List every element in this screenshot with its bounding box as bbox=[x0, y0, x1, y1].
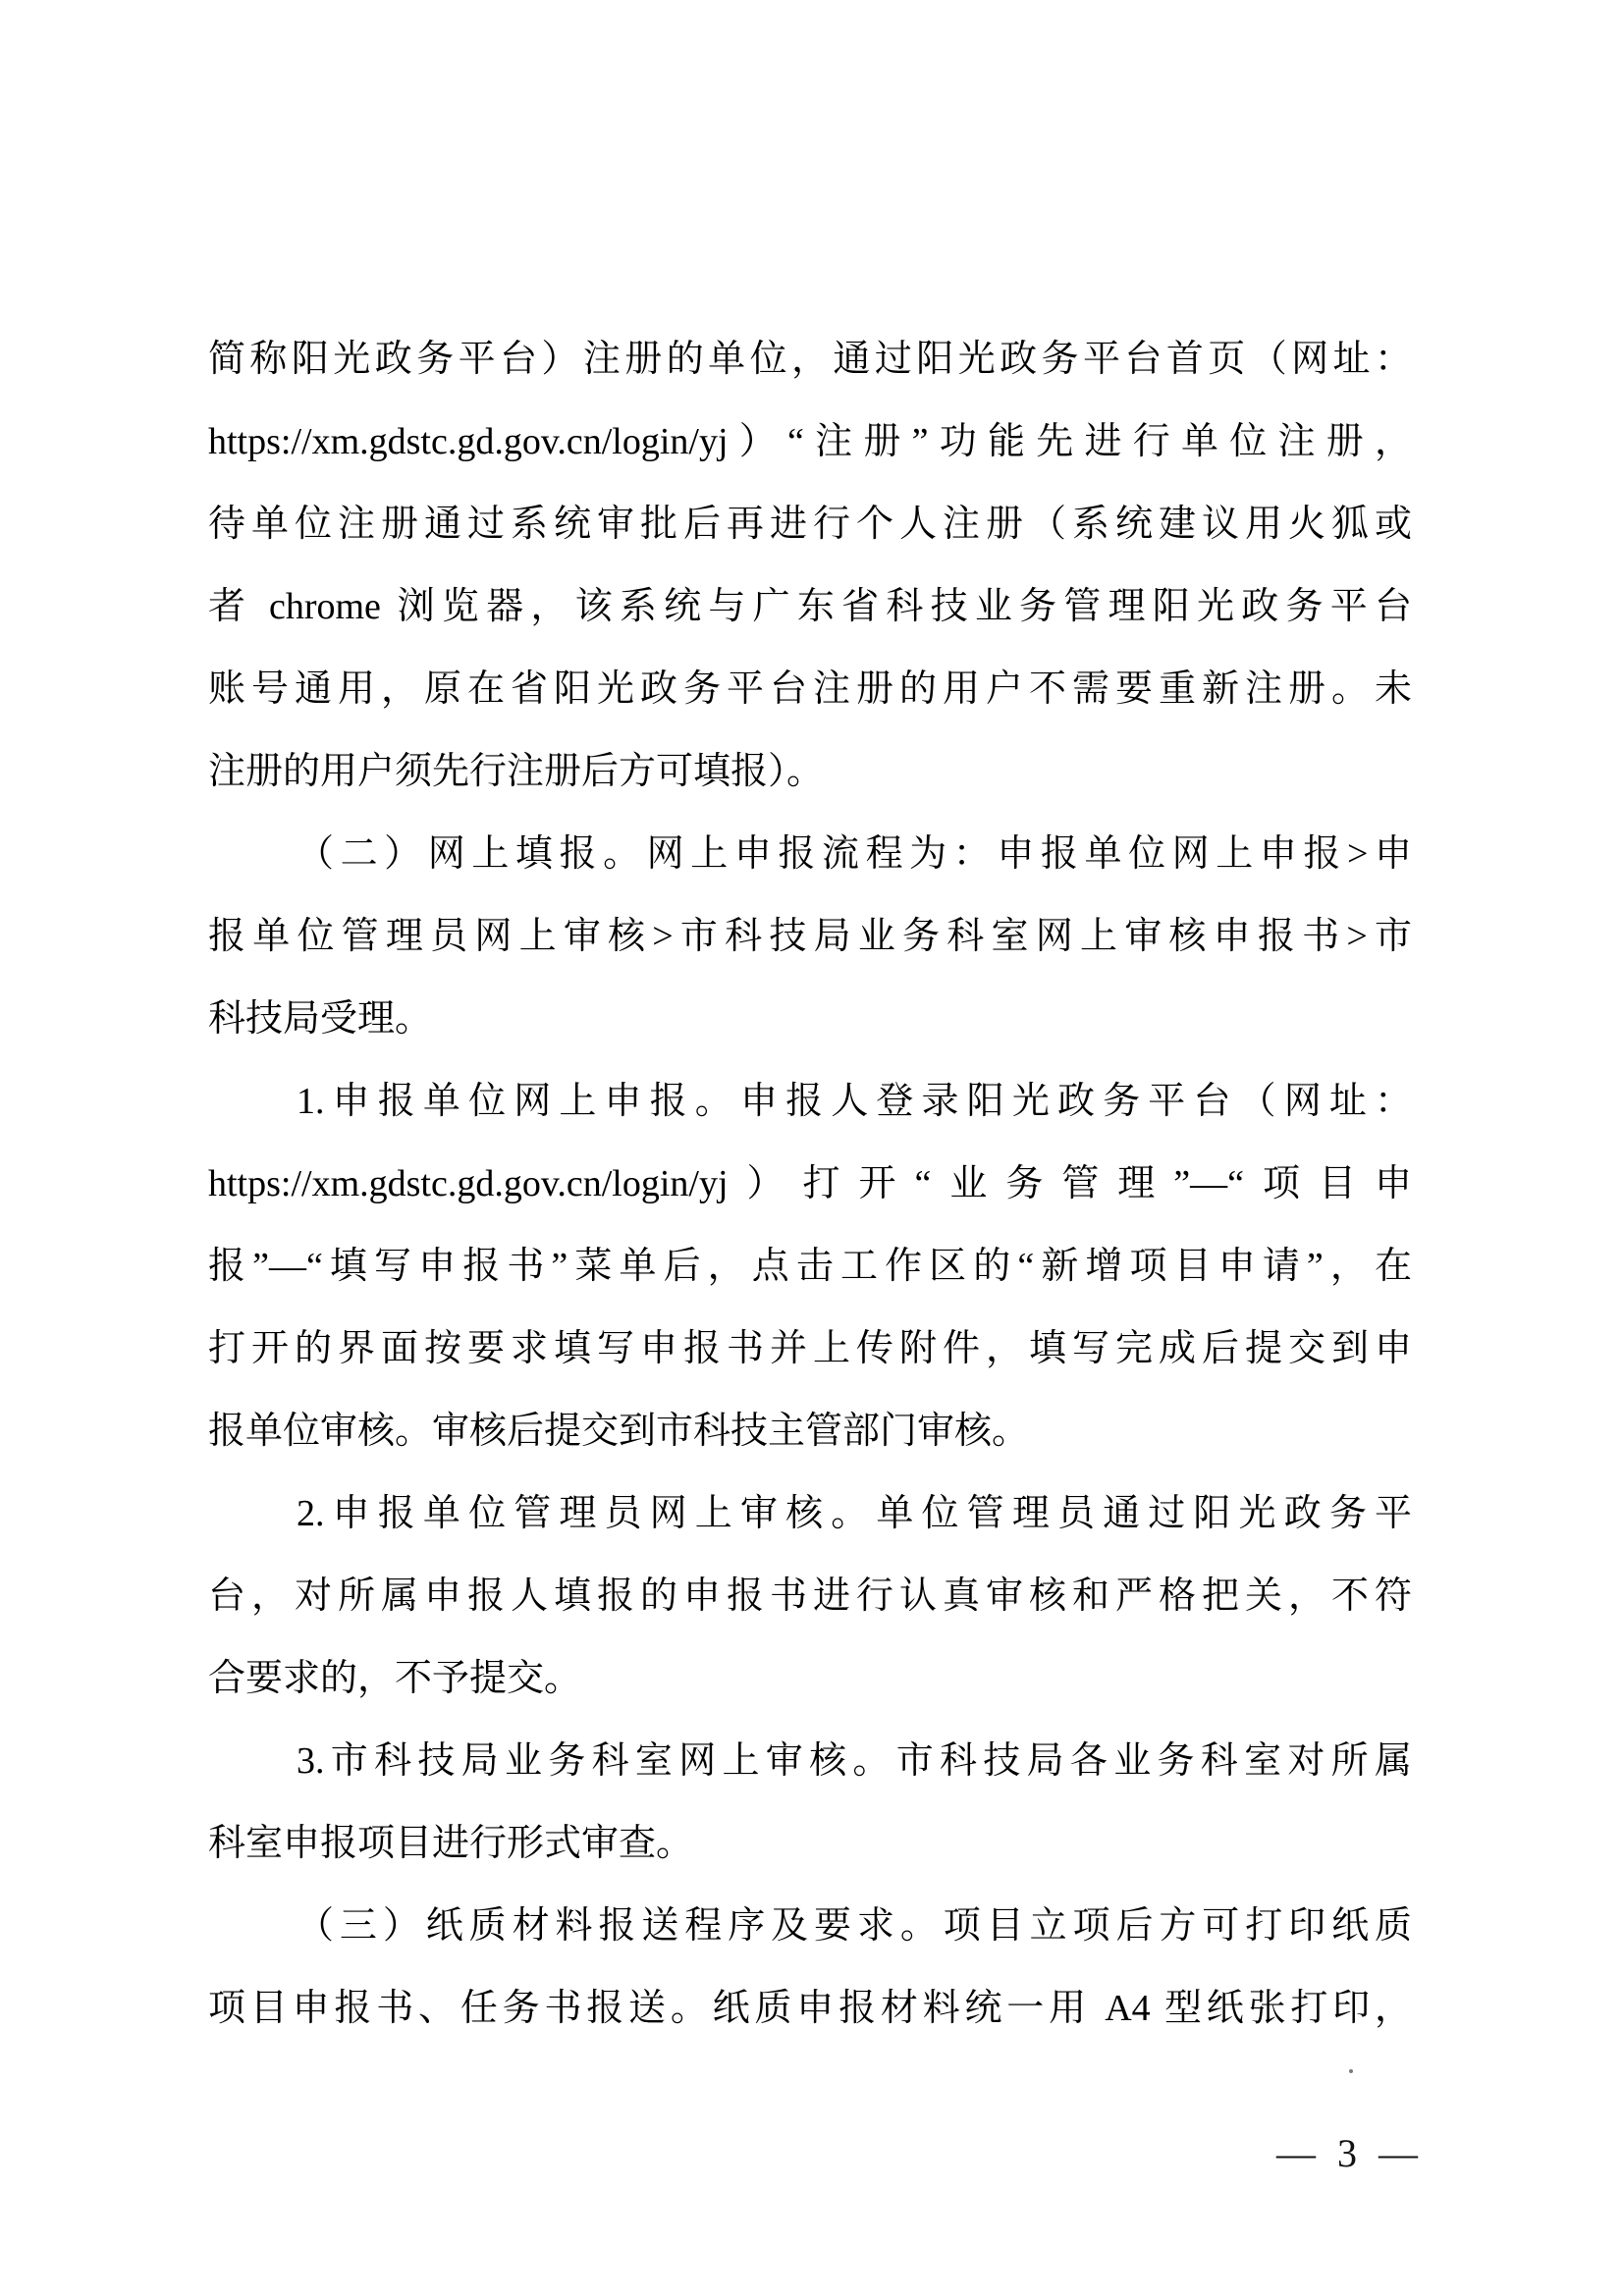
page-number: — 3 — bbox=[1276, 2131, 1424, 2175]
text-line: 报单位审核。审核后提交到市科技主管部门审核。 bbox=[208, 1411, 1030, 1452]
text-line-paragraph-start: 2.申报单位管理员网上审核。单位管理员通过阳光政务平 bbox=[297, 1493, 1412, 1534]
text-line: 账号通用，原在省阳光政务平台注册的用户不需要重新注册。未 bbox=[208, 668, 1412, 710]
text-line: https://xm.gdstc.gd.gov.cn/login/yj）打开“业务管理”—“项目申 bbox=[208, 1163, 1412, 1204]
text-line: 者 chrome 浏览器，该系统与广东省科技业务管理阳光政务平台 bbox=[208, 586, 1412, 627]
text-line: 报”—“填写申报书”菜单后，点击工作区的“新增项目申请”，在 bbox=[208, 1246, 1412, 1287]
text-line: https://xm.gdstc.gd.gov.cn/login/yj）“注册”功能先进行单位注册， bbox=[208, 421, 1412, 462]
text-line-paragraph-start: （三）纸质材料报送程序及要求。项目立项后方可打印纸质 bbox=[297, 1905, 1412, 1947]
text-line: 科室申报项目进行形式审查。 bbox=[208, 1823, 694, 1864]
text-line: 打开的界面按要求填写申报书并上传附件，填写完成后提交到申 bbox=[208, 1328, 1412, 1369]
text-line: 简称阳光政务平台）注册的单位，通过阳光政务平台首页（网址： bbox=[208, 339, 1412, 380]
text-line: 待单位注册通过系统审批后再进行个人注册（系统建议用火狐或 bbox=[208, 504, 1412, 545]
text-line: 报单位管理员网上审核>市科技局业务科室网上审核申报书>市 bbox=[208, 916, 1412, 957]
text-line-paragraph-start: （二）网上填报。网上申报流程为：申报单位网上申报>申 bbox=[297, 833, 1412, 875]
text-line-paragraph-start: 1.申报单位网上申报。申报人登录阳光政务平台（网址： bbox=[297, 1081, 1412, 1122]
text-line: 科技局受理。 bbox=[208, 998, 433, 1040]
text-line: 项目申报书、任务书报送。纸质申报材料统一用 A4 型纸张打印， bbox=[208, 1988, 1412, 2029]
text-line: 台，对所属申报人填报的申报书进行认真审核和严格把关，不符 bbox=[208, 1575, 1412, 1617]
document-page-body bbox=[208, 318, 1412, 2050]
text-line: 注册的用户须先行注册后方可填报）。 bbox=[208, 751, 825, 792]
scan-artifact-dot bbox=[1349, 2069, 1353, 2073]
text-line: 合要求的，不予提交。 bbox=[208, 1658, 582, 1699]
text-line-paragraph-start: 3.市科技局业务科室网上审核。市科技局各业务科室对所属 bbox=[297, 1740, 1412, 1782]
